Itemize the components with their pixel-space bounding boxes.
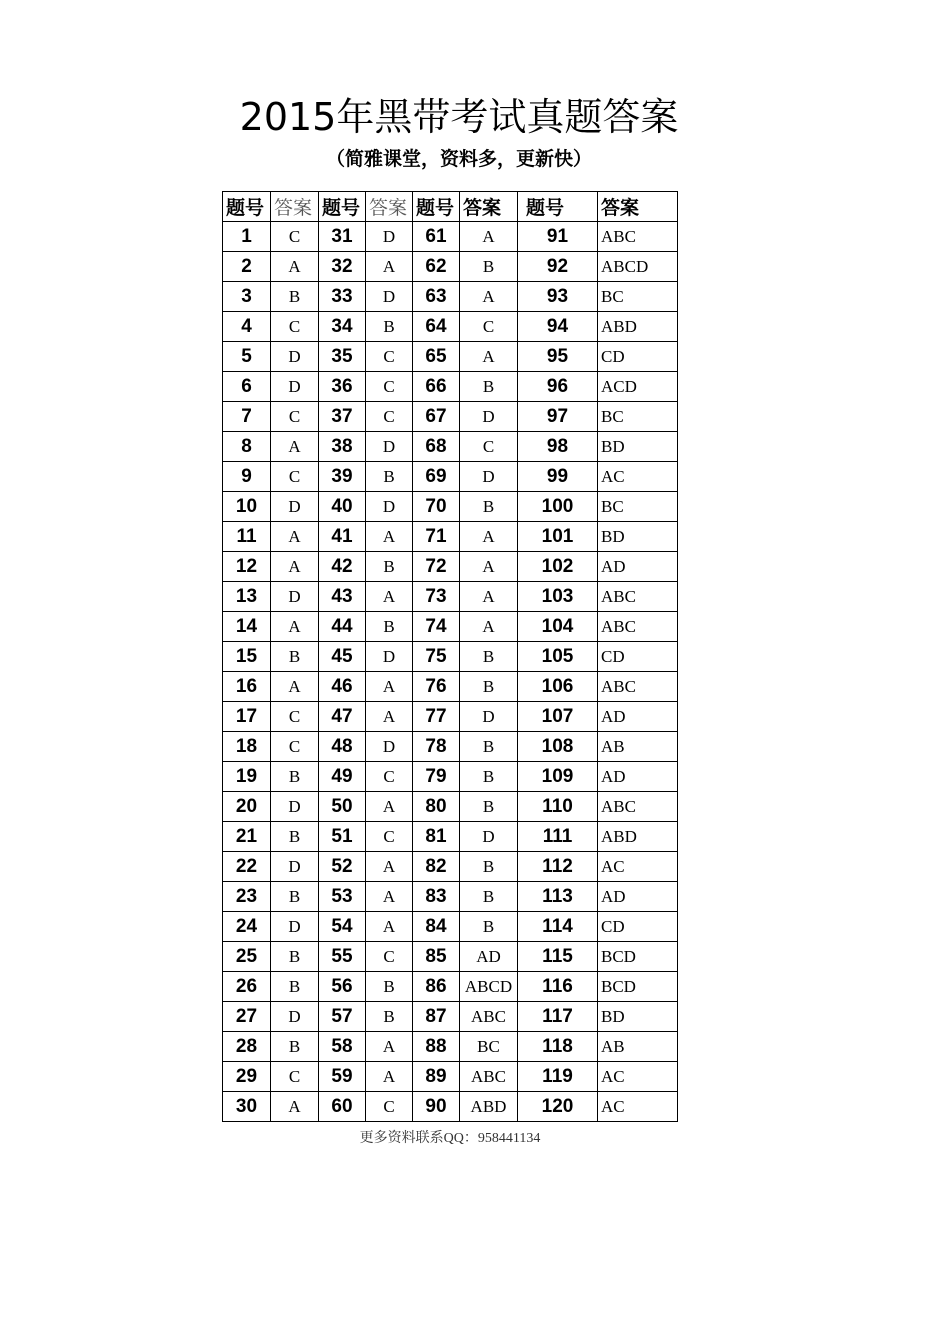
question-number-cell: 64 [413, 312, 460, 342]
question-number-cell: 47 [319, 702, 366, 732]
question-number-cell: 96 [518, 372, 598, 402]
answer-cell: C [271, 462, 319, 492]
answer-cell: B [460, 372, 518, 402]
question-number-cell: 53 [319, 882, 366, 912]
question-number-cell: 111 [518, 822, 598, 852]
question-number-cell: 20 [223, 792, 271, 822]
answer-cell: C [271, 1062, 319, 1092]
table-row [223, 342, 678, 372]
question-number-cell: 104 [518, 612, 598, 642]
answer-cell: ABD [598, 822, 678, 852]
table-row [223, 1062, 678, 1092]
question-number-cell: 109 [518, 762, 598, 792]
answer-cell: A [460, 282, 518, 312]
answer-cell: D [271, 582, 319, 612]
table-row [223, 972, 678, 1002]
question-number-cell: 7 [223, 402, 271, 432]
header-question-number: 题号 [413, 192, 460, 222]
answer-cell: D [271, 792, 319, 822]
answer-cell: D [460, 702, 518, 732]
question-number-cell: 76 [413, 672, 460, 702]
header-answer: 答案 [366, 192, 413, 222]
answer-cell: ABC [598, 792, 678, 822]
answer-cell: AD [598, 762, 678, 792]
answer-cell: A [366, 582, 413, 612]
answer-cell: A [366, 522, 413, 552]
answer-cell: A [366, 912, 413, 942]
question-number-cell: 52 [319, 852, 366, 882]
answer-cell: A [366, 792, 413, 822]
question-number-cell: 86 [413, 972, 460, 1002]
answer-cell: C [366, 342, 413, 372]
question-number-cell: 115 [518, 942, 598, 972]
answer-cell: D [366, 492, 413, 522]
answer-cell: A [366, 1062, 413, 1092]
answer-cell: BC [598, 282, 678, 312]
answer-cell: A [366, 672, 413, 702]
question-number-cell: 37 [319, 402, 366, 432]
question-number-cell: 89 [413, 1062, 460, 1092]
answer-cell: B [460, 852, 518, 882]
table-row [223, 642, 678, 672]
question-number-cell: 85 [413, 942, 460, 972]
answer-cell: BC [598, 492, 678, 522]
question-number-cell: 10 [223, 492, 271, 522]
question-number-cell: 45 [319, 642, 366, 672]
question-number-cell: 23 [223, 882, 271, 912]
table-row [223, 372, 678, 402]
answer-cell: B [460, 762, 518, 792]
question-number-cell: 120 [518, 1092, 598, 1122]
table-row [223, 402, 678, 432]
table-row [223, 732, 678, 762]
question-number-cell: 59 [319, 1062, 366, 1092]
answer-cell: B [366, 1002, 413, 1032]
question-number-cell: 1 [223, 222, 271, 252]
question-number-cell: 15 [223, 642, 271, 672]
answer-cell: B [271, 642, 319, 672]
answer-cell: ABC [598, 672, 678, 702]
question-number-cell: 41 [319, 522, 366, 552]
answer-cell: B [366, 972, 413, 1002]
answer-cell: D [460, 822, 518, 852]
question-number-cell: 70 [413, 492, 460, 522]
question-number-cell: 58 [319, 1032, 366, 1062]
answer-cell: A [460, 582, 518, 612]
question-number-cell: 113 [518, 882, 598, 912]
answer-cell: C [460, 432, 518, 462]
question-number-cell: 118 [518, 1032, 598, 1062]
answer-cell: BD [598, 522, 678, 552]
table-row [223, 432, 678, 462]
question-number-cell: 87 [413, 1002, 460, 1032]
question-number-cell: 43 [319, 582, 366, 612]
question-number-cell: 80 [413, 792, 460, 822]
question-number-cell: 67 [413, 402, 460, 432]
header-question-number: 题号 [319, 192, 366, 222]
question-number-cell: 117 [518, 1002, 598, 1032]
answer-cell: B [271, 972, 319, 1002]
answer-cell: B [366, 462, 413, 492]
question-number-cell: 119 [518, 1062, 598, 1092]
table-row [223, 552, 678, 582]
question-number-cell: 36 [319, 372, 366, 402]
question-number-cell: 97 [518, 402, 598, 432]
question-number-cell: 26 [223, 972, 271, 1002]
table-row [223, 792, 678, 822]
table-row [223, 882, 678, 912]
answer-cell: A [366, 852, 413, 882]
question-number-cell: 27 [223, 1002, 271, 1032]
question-number-cell: 93 [518, 282, 598, 312]
answer-cell: BCD [598, 972, 678, 1002]
question-number-cell: 103 [518, 582, 598, 612]
answer-cell: AB [598, 732, 678, 762]
question-number-cell: 62 [413, 252, 460, 282]
answer-cell: B [460, 642, 518, 672]
answer-cell: AD [598, 702, 678, 732]
question-number-cell: 112 [518, 852, 598, 882]
question-number-cell: 65 [413, 342, 460, 372]
answer-cell: A [460, 522, 518, 552]
answer-cell: ACD [598, 372, 678, 402]
question-number-cell: 8 [223, 432, 271, 462]
question-number-cell: 57 [319, 1002, 366, 1032]
answer-cell: C [271, 732, 319, 762]
answer-cell: D [271, 1002, 319, 1032]
question-number-cell: 92 [518, 252, 598, 282]
answer-cell: BD [598, 1002, 678, 1032]
question-number-cell: 49 [319, 762, 366, 792]
answer-cell: A [460, 222, 518, 252]
answer-cell: ABCD [460, 972, 518, 1002]
answer-cell: ABD [598, 312, 678, 342]
question-number-cell: 84 [413, 912, 460, 942]
answer-cell: D [366, 222, 413, 252]
header-answer: 答案 [598, 192, 678, 222]
question-number-cell: 60 [319, 1092, 366, 1122]
table-row [223, 582, 678, 612]
question-number-cell: 82 [413, 852, 460, 882]
question-number-cell: 100 [518, 492, 598, 522]
question-number-cell: 3 [223, 282, 271, 312]
answer-cell: A [271, 612, 319, 642]
answer-cell: C [366, 822, 413, 852]
answer-cell: A [460, 342, 518, 372]
table-row [223, 702, 678, 732]
question-number-cell: 90 [413, 1092, 460, 1122]
question-number-cell: 28 [223, 1032, 271, 1062]
question-number-cell: 13 [223, 582, 271, 612]
answer-cell: A [271, 432, 319, 462]
question-number-cell: 42 [319, 552, 366, 582]
question-number-cell: 2 [223, 252, 271, 282]
question-number-cell: 48 [319, 732, 366, 762]
answer-cell: D [271, 342, 319, 372]
question-number-cell: 38 [319, 432, 366, 462]
answer-cell: B [460, 882, 518, 912]
answer-cell: B [460, 492, 518, 522]
answer-cell: D [460, 402, 518, 432]
question-number-cell: 98 [518, 432, 598, 462]
answer-cell: D [366, 642, 413, 672]
question-number-cell: 14 [223, 612, 271, 642]
question-number-cell: 9 [223, 462, 271, 492]
question-number-cell: 81 [413, 822, 460, 852]
question-number-cell: 88 [413, 1032, 460, 1062]
answer-cell: C [460, 312, 518, 342]
question-number-cell: 105 [518, 642, 598, 672]
answer-cell: A [366, 252, 413, 282]
answer-cell: BCD [598, 942, 678, 972]
header-answer: 答案 [460, 192, 518, 222]
table-row [223, 222, 678, 252]
question-number-cell: 73 [413, 582, 460, 612]
answer-cell: B [271, 1032, 319, 1062]
question-number-cell: 91 [518, 222, 598, 252]
answer-cell: D [271, 852, 319, 882]
answer-cell: C [271, 702, 319, 732]
question-number-cell: 22 [223, 852, 271, 882]
question-number-cell: 78 [413, 732, 460, 762]
answer-cell: B [271, 282, 319, 312]
question-number-cell: 75 [413, 642, 460, 672]
header-answer: 答案 [271, 192, 319, 222]
question-number-cell: 18 [223, 732, 271, 762]
table-row [223, 672, 678, 702]
question-number-cell: 24 [223, 912, 271, 942]
page-subtitle: （简雅课堂，资料多，更新快） [325, 148, 592, 170]
answer-cell: B [460, 912, 518, 942]
question-number-cell: 72 [413, 552, 460, 582]
question-number-cell: 110 [518, 792, 598, 822]
answer-cell: D [366, 732, 413, 762]
question-number-cell: 21 [223, 822, 271, 852]
answer-cell: D [366, 282, 413, 312]
table-row [223, 612, 678, 642]
question-number-cell: 71 [413, 522, 460, 552]
answer-cell: D [271, 492, 319, 522]
answer-cell: B [460, 732, 518, 762]
answer-cell: AD [598, 882, 678, 912]
question-number-cell: 74 [413, 612, 460, 642]
table-row [223, 462, 678, 492]
question-number-cell: 39 [319, 462, 366, 492]
page-title: 2015年黑带考试真题答案 [239, 95, 679, 139]
question-number-cell: 19 [223, 762, 271, 792]
question-number-cell: 40 [319, 492, 366, 522]
question-number-cell: 33 [319, 282, 366, 312]
answer-cell: D [460, 462, 518, 492]
question-number-cell: 116 [518, 972, 598, 1002]
question-number-cell: 101 [518, 522, 598, 552]
question-number-cell: 51 [319, 822, 366, 852]
answer-cell: D [271, 912, 319, 942]
question-number-cell: 11 [223, 522, 271, 552]
question-number-cell: 6 [223, 372, 271, 402]
question-number-cell: 63 [413, 282, 460, 312]
table-row [223, 282, 678, 312]
table-row [223, 522, 678, 552]
answer-cell: BC [598, 402, 678, 432]
answer-cell: AD [598, 552, 678, 582]
question-number-cell: 94 [518, 312, 598, 342]
question-number-cell: 55 [319, 942, 366, 972]
question-number-cell: 77 [413, 702, 460, 732]
answer-cell: B [460, 672, 518, 702]
table-header-row [223, 192, 678, 222]
question-number-cell: 44 [319, 612, 366, 642]
answer-cell: A [366, 882, 413, 912]
question-number-cell: 29 [223, 1062, 271, 1092]
answer-cell: ABC [598, 582, 678, 612]
answer-cell: A [271, 252, 319, 282]
answer-cell: D [271, 372, 319, 402]
answer-table [222, 191, 678, 1122]
contact-footer: 更多资料联系QQ：958441134 [359, 1131, 541, 1146]
answer-cell: C [271, 312, 319, 342]
answer-cell: CD [598, 912, 678, 942]
answer-cell: BD [598, 432, 678, 462]
answer-cell: A [271, 1092, 319, 1122]
answer-cell: AB [598, 1032, 678, 1062]
answer-cell: C [366, 762, 413, 792]
answer-cell: B [366, 552, 413, 582]
answer-cell: C [366, 942, 413, 972]
answer-cell: C [366, 402, 413, 432]
question-number-cell: 102 [518, 552, 598, 582]
answer-cell: A [460, 612, 518, 642]
answer-cell: AC [598, 1092, 678, 1122]
answer-cell: CD [598, 342, 678, 372]
answer-cell: B [460, 792, 518, 822]
question-number-cell: 25 [223, 942, 271, 972]
question-number-cell: 99 [518, 462, 598, 492]
answer-cell: ABC [460, 1062, 518, 1092]
answer-cell: ABCD [598, 252, 678, 282]
question-number-cell: 114 [518, 912, 598, 942]
question-number-cell: 4 [223, 312, 271, 342]
answer-cell: ABC [598, 222, 678, 252]
answer-cell: AC [598, 1062, 678, 1092]
answer-cell: B [271, 882, 319, 912]
answer-cell: A [460, 552, 518, 582]
question-number-cell: 108 [518, 732, 598, 762]
answer-cell: AD [460, 942, 518, 972]
question-number-cell: 16 [223, 672, 271, 702]
header-question-number: 题号 [518, 192, 598, 222]
question-number-cell: 34 [319, 312, 366, 342]
answer-cell: A [271, 552, 319, 582]
question-number-cell: 107 [518, 702, 598, 732]
question-number-cell: 12 [223, 552, 271, 582]
question-number-cell: 83 [413, 882, 460, 912]
table-row [223, 312, 678, 342]
table-row [223, 1092, 678, 1122]
header-question-number: 题号 [223, 192, 271, 222]
question-number-cell: 50 [319, 792, 366, 822]
answer-cell: A [271, 672, 319, 702]
answer-cell: CD [598, 642, 678, 672]
answer-cell: B [271, 762, 319, 792]
answer-cell: D [366, 432, 413, 462]
answer-cell: C [366, 372, 413, 402]
question-number-cell: 17 [223, 702, 271, 732]
question-number-cell: 66 [413, 372, 460, 402]
answer-cell: C [366, 1092, 413, 1122]
table-row [223, 912, 678, 942]
table-row [223, 762, 678, 792]
answer-cell: B [271, 822, 319, 852]
answer-cell: C [271, 402, 319, 432]
question-number-cell: 95 [518, 342, 598, 372]
table-row [223, 1002, 678, 1032]
answer-cell: A [366, 702, 413, 732]
table-row [223, 822, 678, 852]
question-number-cell: 30 [223, 1092, 271, 1122]
answer-cell: B [366, 312, 413, 342]
question-number-cell: 54 [319, 912, 366, 942]
answer-cell: C [271, 222, 319, 252]
answer-cell: AC [598, 462, 678, 492]
answer-cell: A [271, 522, 319, 552]
table-row [223, 942, 678, 972]
answer-cell: A [366, 1032, 413, 1062]
question-number-cell: 35 [319, 342, 366, 372]
question-number-cell: 32 [319, 252, 366, 282]
answer-cell: BC [460, 1032, 518, 1062]
table-row [223, 492, 678, 522]
table-row [223, 252, 678, 282]
question-number-cell: 106 [518, 672, 598, 702]
answer-cell: AC [598, 852, 678, 882]
question-number-cell: 46 [319, 672, 366, 702]
table-row [223, 1032, 678, 1062]
question-number-cell: 68 [413, 432, 460, 462]
table-row [223, 852, 678, 882]
answer-cell: ABD [460, 1092, 518, 1122]
answer-cell: B [366, 612, 413, 642]
answer-cell: ABC [598, 612, 678, 642]
answer-cell: ABC [460, 1002, 518, 1032]
question-number-cell: 61 [413, 222, 460, 252]
question-number-cell: 5 [223, 342, 271, 372]
question-number-cell: 56 [319, 972, 366, 1002]
answer-cell: B [460, 252, 518, 282]
question-number-cell: 31 [319, 222, 366, 252]
question-number-cell: 79 [413, 762, 460, 792]
answer-cell: B [271, 942, 319, 972]
question-number-cell: 69 [413, 462, 460, 492]
